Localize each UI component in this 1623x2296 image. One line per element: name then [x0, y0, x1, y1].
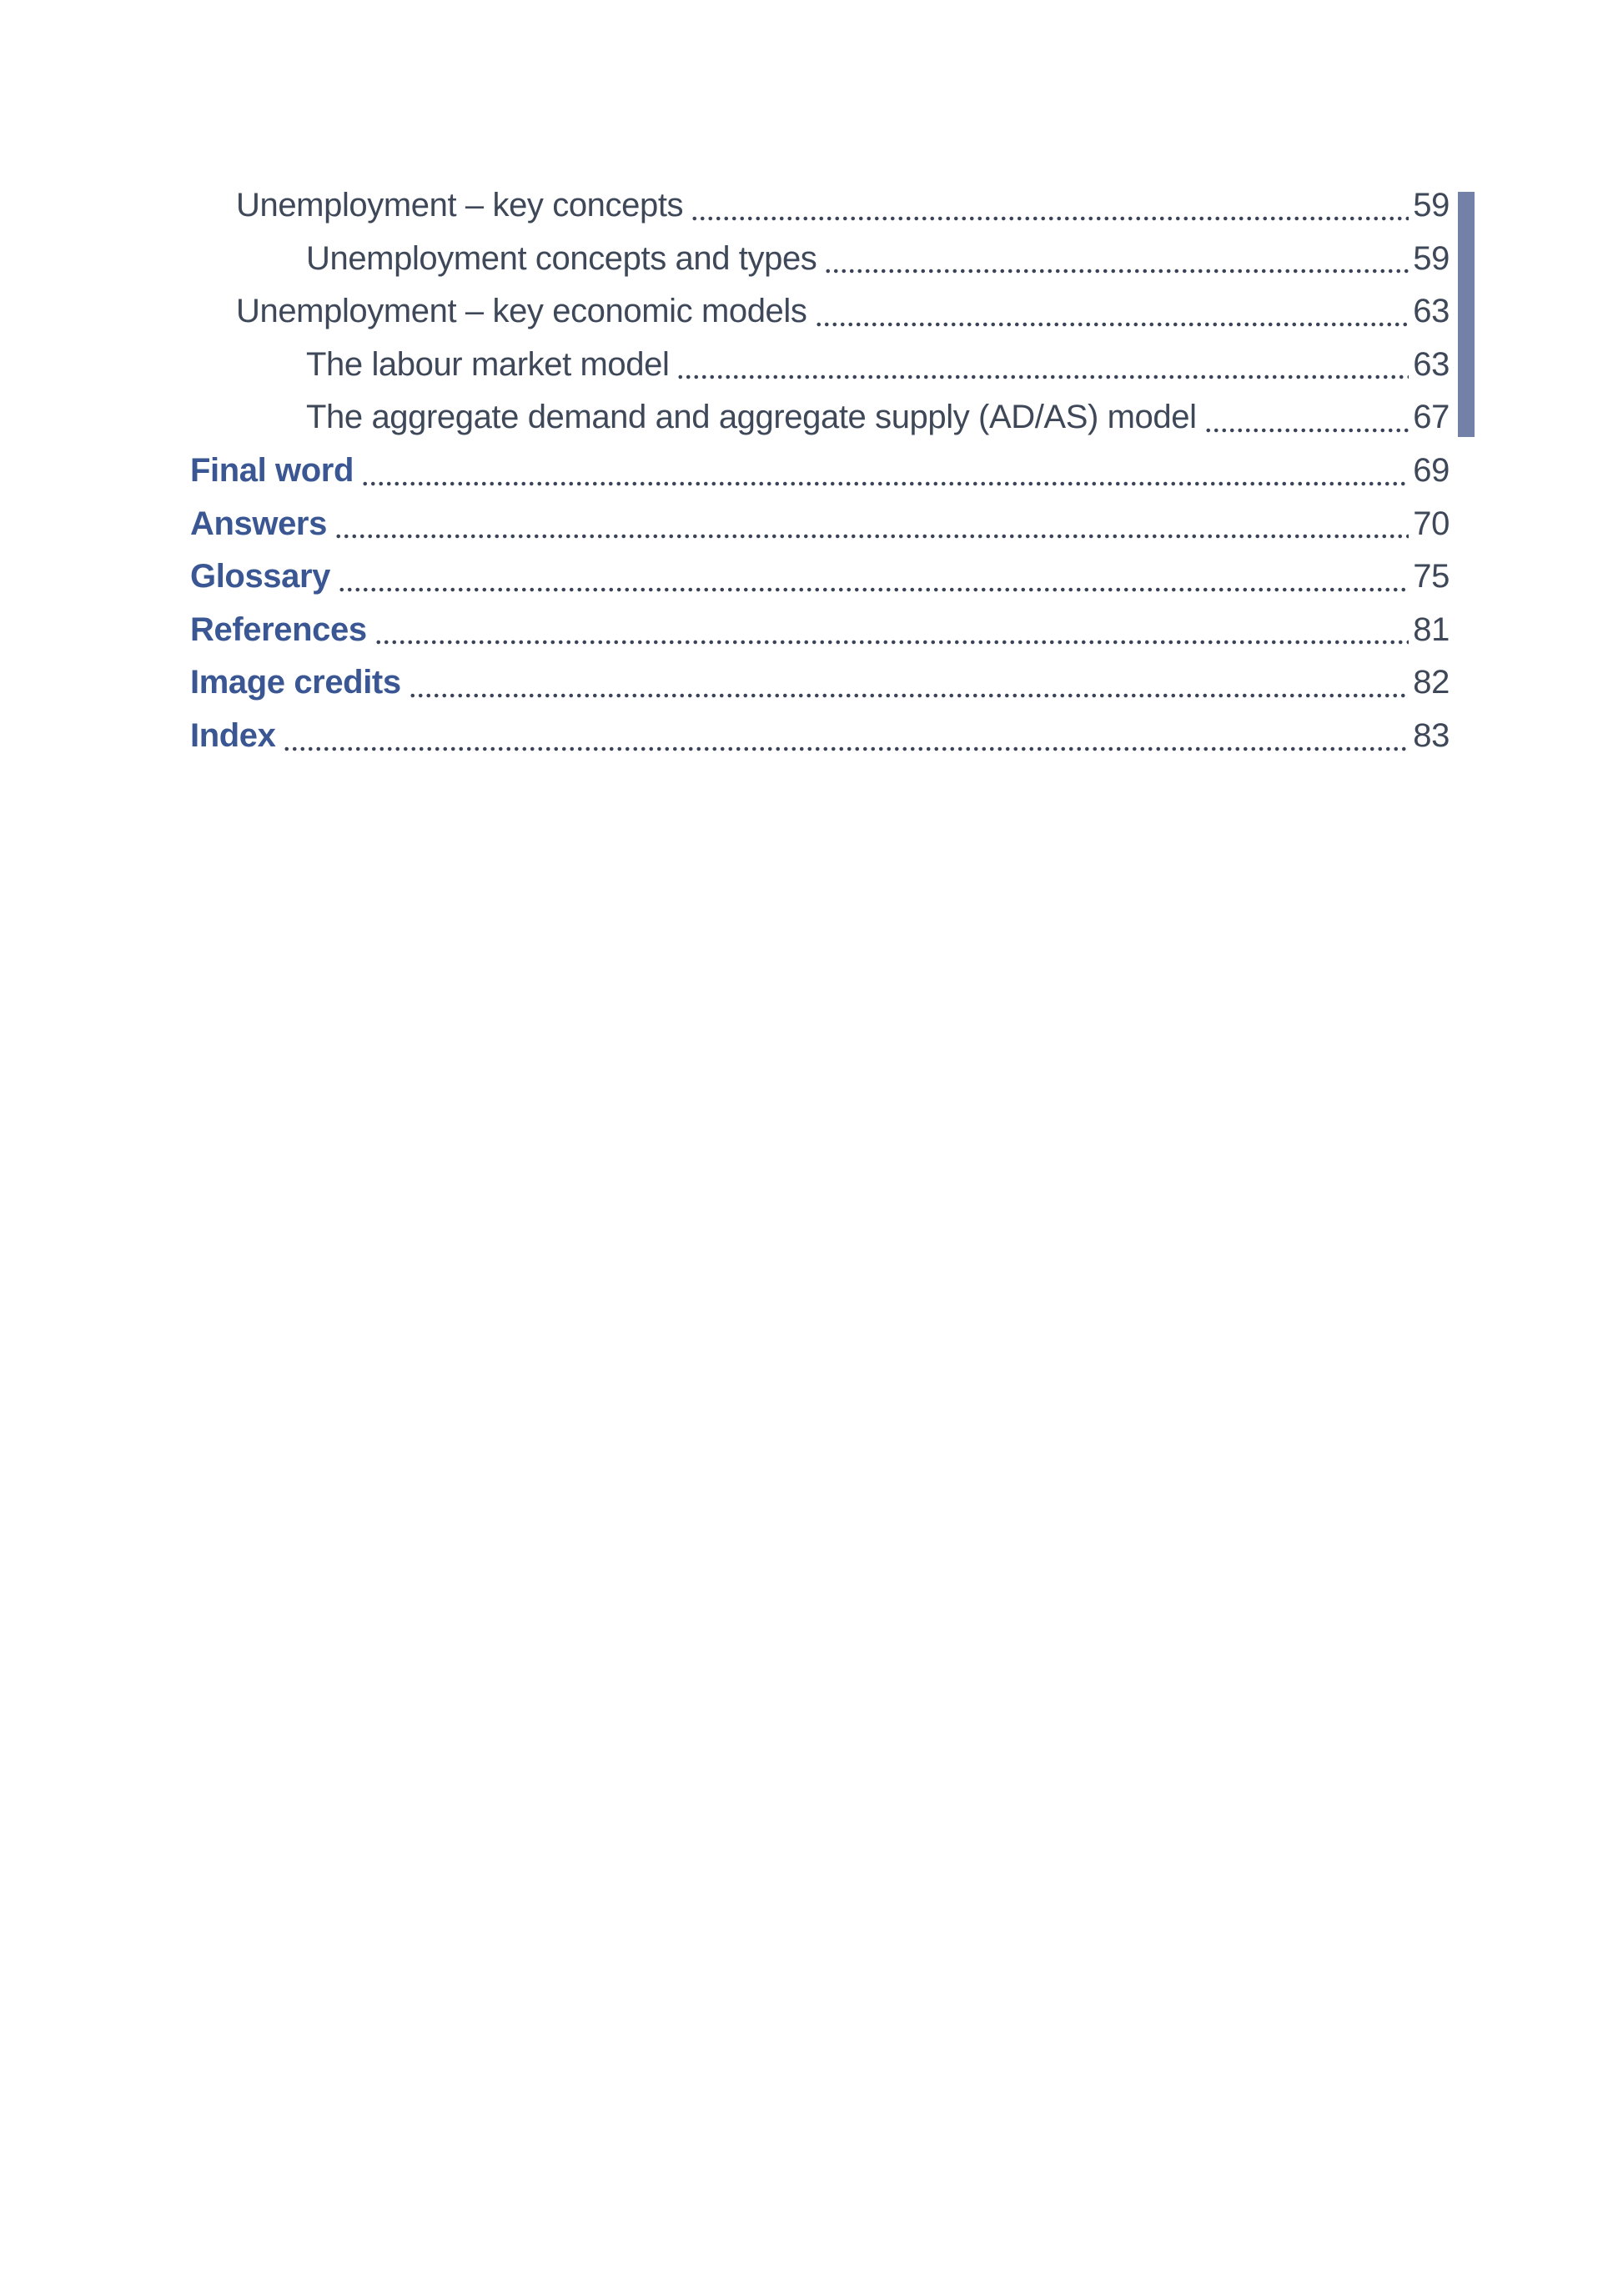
dot-leader [815, 322, 1409, 327]
toc-entry-label[interactable]: The labour market model [306, 345, 670, 383]
toc-entry-page: 82 [1413, 664, 1450, 701]
toc-entry[interactable] [190, 391, 1450, 445]
toc-entry[interactable] [190, 710, 1450, 763]
toc-entry-page: 63 [1413, 345, 1450, 383]
dot-leader [824, 269, 1409, 274]
toc-entry-label[interactable]: Glossary [190, 558, 331, 595]
toc-entry[interactable] [190, 445, 1450, 498]
toc-entry[interactable] [190, 339, 1450, 392]
dot-leader [409, 693, 1409, 698]
toc-entry-label[interactable]: The aggregate demand and aggregate supply (AD/AS) model [306, 399, 1197, 436]
toc-entry-page: 59 [1413, 187, 1450, 224]
dot-leader [338, 587, 1409, 592]
toc-entry-label[interactable]: Final word [190, 451, 354, 489]
toc-entry[interactable] [190, 179, 1450, 233]
toc-entry[interactable] [190, 550, 1450, 604]
dot-leader [361, 481, 1409, 486]
dot-leader [283, 746, 1409, 751]
vertical-accent-bar [1458, 192, 1475, 437]
dot-leader [1204, 428, 1409, 433]
toc-entry-page: 83 [1413, 716, 1450, 754]
toc-entry-page: 63 [1413, 293, 1450, 330]
toc-entry-label[interactable]: Index [190, 716, 276, 754]
toc-entry-page: 69 [1413, 451, 1450, 489]
toc-entry[interactable] [190, 604, 1450, 657]
toc-entry-page: 70 [1413, 505, 1450, 542]
dot-leader [676, 374, 1409, 379]
toc-entry-label[interactable]: Unemployment – key concepts [236, 187, 684, 224]
dot-leader [691, 216, 1409, 221]
toc-entry[interactable] [190, 656, 1450, 710]
toc-entry-page: 75 [1413, 558, 1450, 595]
dot-leader [334, 534, 1409, 539]
toc-entry-page: 67 [1413, 399, 1450, 436]
toc-entry-page: 81 [1413, 610, 1450, 648]
toc-entry-label[interactable]: References [190, 610, 367, 648]
toc-entry-label[interactable]: Unemployment concepts and types [306, 239, 817, 277]
toc-entry[interactable] [190, 285, 1450, 339]
toc-entry-label[interactable]: Image credits [190, 664, 401, 701]
toc-entry-page: 59 [1413, 239, 1450, 277]
toc-entry-label[interactable]: Unemployment – key economic models [236, 293, 807, 330]
toc-entry[interactable] [190, 233, 1450, 286]
toc-entry-label[interactable]: Answers [190, 505, 327, 542]
toc-entry[interactable] [190, 498, 1450, 551]
table-of-contents [190, 179, 1450, 763]
dot-leader [374, 640, 1409, 645]
